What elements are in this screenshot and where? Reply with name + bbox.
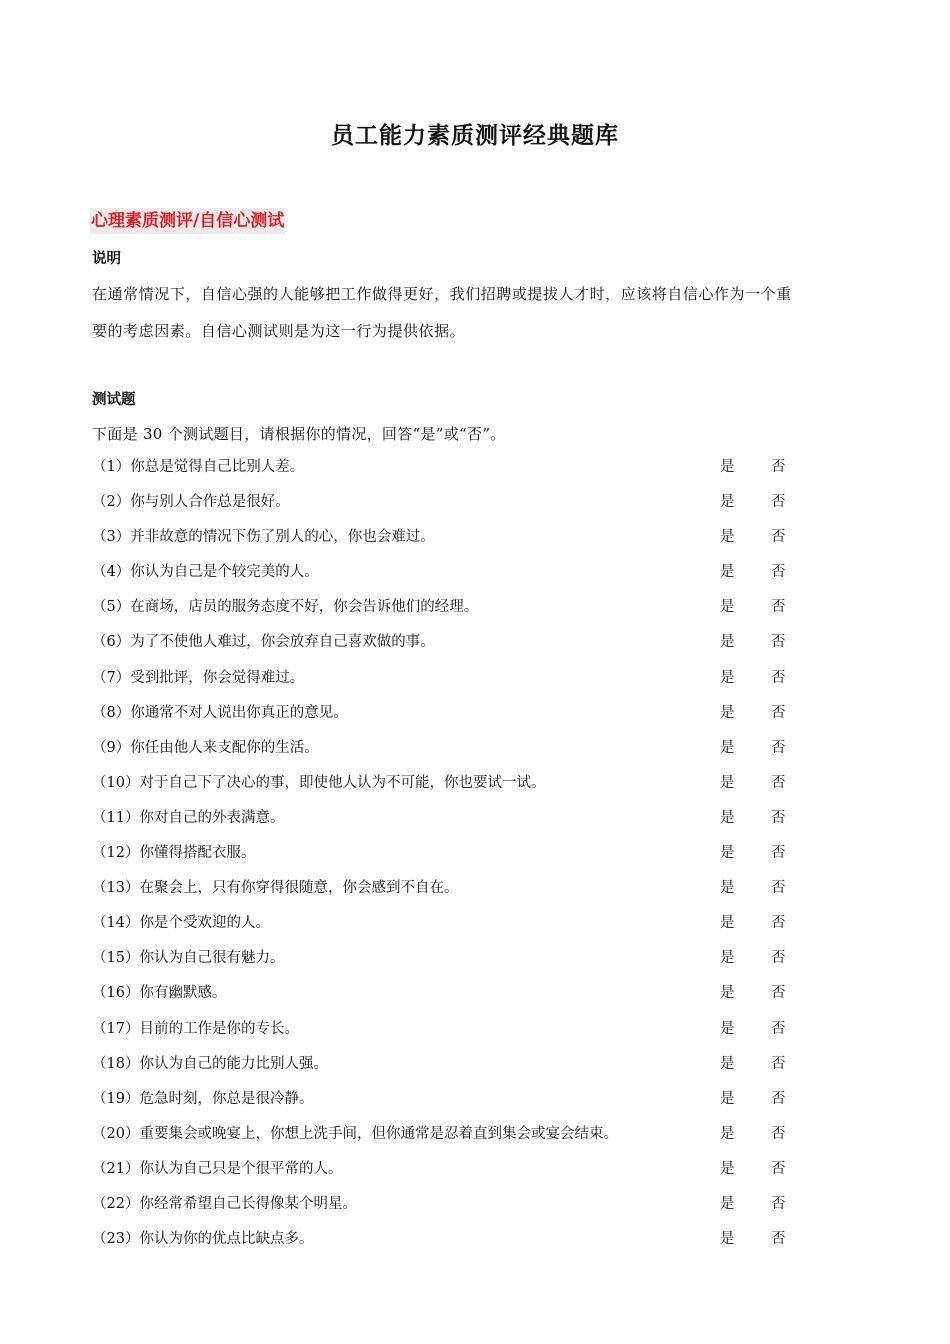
question-row	[92, 1052, 852, 1087]
answer-yes-option: 是	[720, 1020, 735, 1037]
question-text: （21）你认为自己只是个很平常的人。	[92, 1160, 343, 1177]
question-text: （15）你认为自己很有魅力。	[92, 950, 285, 967]
question-row	[92, 806, 852, 841]
answer-yes-option: 是	[720, 1195, 735, 1212]
answer-yes-option: 是	[720, 1090, 735, 1107]
question-row	[92, 595, 852, 630]
question-text: （19）危急时刻，你总是很冷静。	[92, 1090, 314, 1107]
question-text: （11）你对自己的外表满意。	[92, 809, 285, 826]
answer-no-option: 否	[771, 459, 786, 475]
question-text: （20）重要集会或晚宴上，你想上洗手间，但你通常是忍着直到集会或宴会结束。	[92, 1125, 618, 1142]
answer-yes-option: 是	[720, 669, 735, 686]
section-heading: 心理素质测评/自信心测试	[90, 208, 285, 234]
question-text: （12）你懂得搭配衣服。	[92, 845, 256, 862]
answer-no-option: 否	[771, 1125, 786, 1142]
answer-yes-option: 是	[720, 739, 735, 756]
question-text: （16）你有幽默感。	[92, 985, 227, 1002]
answer-yes-option: 是	[720, 599, 735, 616]
answer-yes-option: 是	[720, 1125, 735, 1142]
answer-no-option: 否	[771, 845, 786, 862]
question-row	[92, 841, 852, 876]
answer-no-option: 否	[771, 950, 786, 967]
answer-no-option: 否	[771, 669, 786, 686]
test-intro: 下面是 30 个测试题目，请根据你的情况，回答“是”或“否”。	[92, 425, 506, 443]
question-text: （2）你与别人合作总是很好。	[92, 494, 290, 511]
question-text: （17）目前的工作是你的专长。	[92, 1020, 299, 1037]
answer-no-option: 否	[771, 494, 786, 511]
answer-yes-option: 是	[720, 1160, 735, 1177]
question-row	[92, 911, 852, 946]
answer-no-option: 否	[771, 1090, 786, 1107]
question-row	[92, 1157, 852, 1192]
answer-yes-option: 是	[720, 494, 735, 511]
question-text: （23）你认为你的优点比缺点多。	[92, 1231, 314, 1248]
answer-no-option: 否	[771, 880, 786, 897]
question-row	[92, 701, 852, 736]
question-text: （4）你认为自己是个较完美的人。	[92, 564, 319, 581]
question-row	[92, 981, 852, 1016]
question-text: （9）你任由他人来支配你的生活。	[92, 739, 319, 756]
question-row	[92, 1017, 852, 1052]
question-row	[92, 490, 852, 525]
question-row	[92, 1192, 852, 1227]
question-row	[92, 560, 852, 595]
answer-no-option: 否	[771, 564, 786, 581]
description-line: 要的考虑因素。自信心测试则是为这一行为提供依据。	[92, 322, 466, 340]
question-text: （10）对于自己下了决心的事，即使他人认为不可能，你也要试一试。	[92, 774, 546, 791]
answer-yes-option: 是	[720, 529, 735, 546]
answer-no-option: 否	[771, 1020, 786, 1037]
answer-yes-option: 是	[720, 1055, 735, 1072]
answer-yes-option: 是	[720, 459, 735, 475]
answer-no-option: 否	[771, 599, 786, 616]
question-row	[92, 876, 852, 911]
answer-yes-option: 是	[720, 880, 735, 897]
question-row	[92, 771, 852, 806]
answer-no-option: 否	[771, 774, 786, 791]
answer-no-option: 否	[771, 985, 786, 1002]
answer-yes-option: 是	[720, 809, 735, 826]
question-text: （13）在聚会上，只有你穿得很随意，你会感到不自在。	[92, 880, 459, 897]
question-text: （8）你通常不对人说出你真正的意见。	[92, 704, 348, 721]
question-row	[92, 1227, 852, 1262]
answer-no-option: 否	[771, 704, 786, 721]
answer-no-option: 否	[771, 529, 786, 546]
question-text: （1）你总是觉得自己比别人差。	[92, 459, 305, 475]
question-text: （5）在商场，店员的服务态度不好，你会告诉他们的经理。	[92, 599, 479, 616]
document-title: 员工能力素质测评经典题库	[331, 122, 619, 149]
question-text: （18）你认为自己的能力比别人强。	[92, 1055, 328, 1072]
question-text: （14）你是个受欢迎的人。	[92, 915, 270, 932]
answer-yes-option: 是	[720, 774, 735, 791]
answer-yes-option: 是	[720, 950, 735, 967]
question-row	[92, 666, 852, 701]
answer-yes-option: 是	[720, 704, 735, 721]
answer-yes-option: 是	[720, 634, 735, 651]
answer-yes-option: 是	[720, 985, 735, 1002]
question-row	[92, 946, 852, 981]
question-row	[92, 455, 852, 490]
question-list	[92, 455, 852, 1262]
question-text: （3）并非故意的情况下伤了别人的心，你也会难过。	[92, 529, 435, 546]
test-questions-label: 测试题	[92, 391, 136, 408]
answer-yes-option: 是	[720, 564, 735, 581]
answer-yes-option: 是	[720, 915, 735, 932]
answer-no-option: 否	[771, 1160, 786, 1177]
answer-no-option: 否	[771, 915, 786, 932]
answer-no-option: 否	[771, 1055, 786, 1072]
answer-no-option: 否	[771, 809, 786, 826]
answer-no-option: 否	[771, 1195, 786, 1212]
question-text: （22）你经常希望自己长得像某个明星。	[92, 1195, 357, 1212]
description-label: 说明	[92, 250, 121, 267]
question-row	[92, 1122, 852, 1157]
question-row	[92, 630, 852, 665]
question-row	[92, 525, 852, 560]
answer-yes-option: 是	[720, 845, 735, 862]
question-text: （6）为了不使他人难过，你会放弃自己喜欢做的事。	[92, 634, 435, 651]
answer-no-option: 否	[771, 1231, 786, 1248]
answer-yes-option: 是	[720, 1231, 735, 1248]
description-line: 在通常情况下，自信心强的人能够把工作做得更好，我们招聘或提拔人才时，应该将自信心作为一个重	[92, 285, 792, 303]
question-row	[92, 736, 852, 771]
question-row	[92, 1087, 852, 1122]
answer-no-option: 否	[771, 634, 786, 651]
question-text: （7）受到批评，你会觉得难过。	[92, 669, 305, 686]
answer-no-option: 否	[771, 739, 786, 756]
